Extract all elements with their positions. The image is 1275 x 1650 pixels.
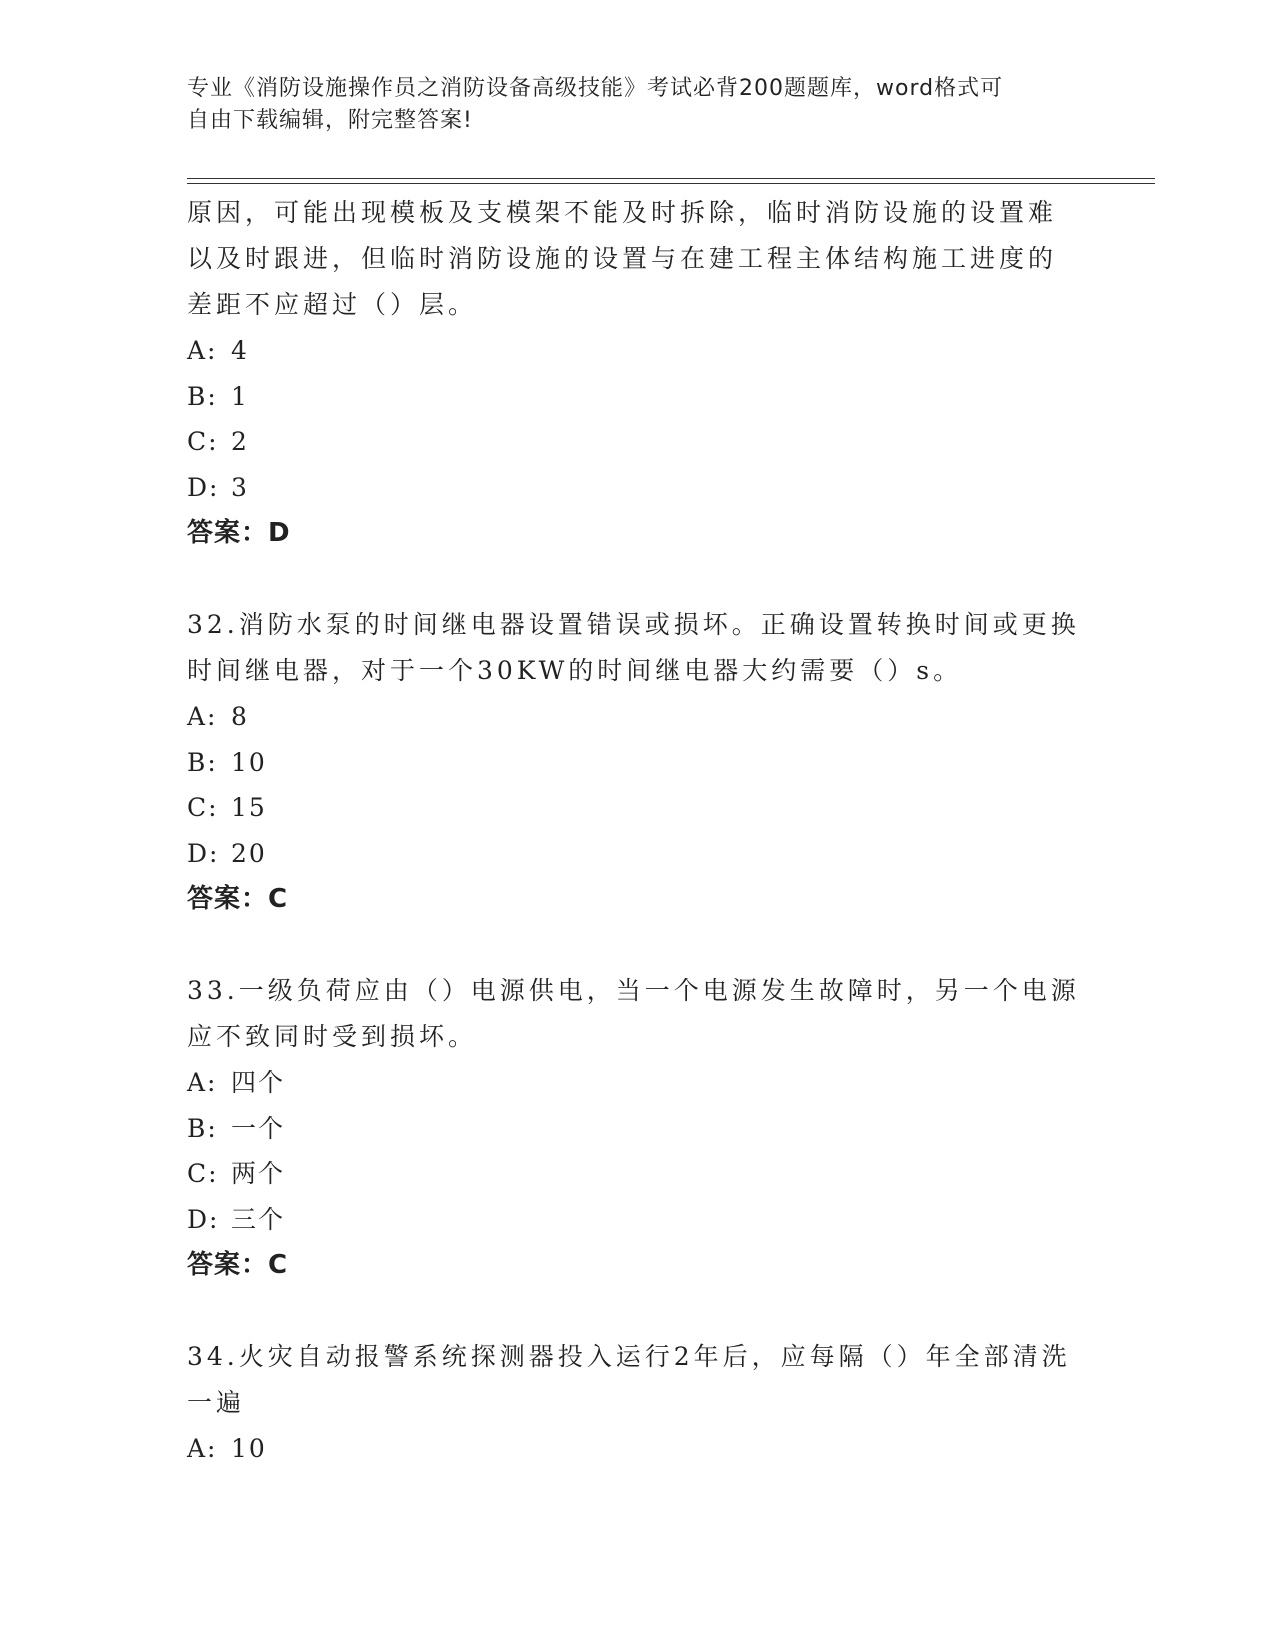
option-label: A: [187,1434,218,1463]
option-a [187,1426,1087,1472]
header-rule-top [187,178,1155,179]
question-list [187,190,1087,1472]
option-value: 一个 [231,1113,286,1143]
option-label: C: [187,427,219,456]
option-label: D: [187,1204,220,1234]
option-label: C: [187,1159,219,1188]
option-label: D: [187,472,220,502]
question-block [187,190,1087,556]
spacer [187,1288,1087,1334]
option-a [187,328,1087,374]
option-d [187,831,1087,877]
question-block [187,1334,1087,1472]
question-block [187,968,1087,1288]
option-value: 四个 [231,1068,286,1097]
option-value: 8 [231,702,249,731]
option-c [187,1151,1087,1197]
option-value: 10 [231,1434,267,1463]
option-label: D: [187,838,220,868]
question-line: 应不致同时受到损坏。 [187,1022,478,1051]
option-value: 15 [231,793,267,822]
option-d [187,465,1087,511]
option-value: 2 [231,427,249,456]
option-label: A: [187,1068,218,1097]
question-line: 32.消防水泵的时间继电器设置错误或损坏。正确设置转换时间或更换 [187,610,1080,639]
header-line-2: 自由下载编辑，附完整答案! [187,108,473,133]
question-text [187,190,1087,328]
option-label: B: [187,381,218,411]
question-text [187,968,1087,1060]
option-a [187,694,1087,740]
option-value: 10 [231,747,267,777]
option-label: A: [187,336,218,365]
option-value: 两个 [231,1159,286,1188]
option-label: A: [187,702,218,731]
question-line: 一遍 [187,1388,246,1417]
question-line: 原因，可能出现模板及支模架不能及时拆除，临时消防设施的设置难 [187,198,1058,227]
spacer [187,556,1087,602]
option-label: C: [187,793,219,822]
question-line: 差距不应超过（）层。 [187,290,478,319]
option-value: 三个 [231,1204,286,1234]
option-label: B: [187,747,218,777]
header-rule-bottom [187,183,1155,184]
question-text [187,1334,1087,1426]
option-value: 1 [231,381,249,411]
option-d [187,1197,1087,1243]
question-text [187,602,1087,694]
option-value: 20 [231,838,267,868]
document-header [187,73,1067,137]
question-block [187,602,1087,922]
question-line: 时间继电器，对于一个30KW的时间继电器大约需要（）s。 [187,656,963,685]
question-line: 以及时跟进，但临时消防设施的设置与在建工程主体结构施工进度的 [187,244,1058,273]
option-a [187,1060,1087,1106]
question-line: 33.一级负荷应由（）电源供电，当一个电源发生故障时，另一个电源 [187,976,1080,1005]
option-c [187,419,1087,465]
answer: 答案：C [187,884,289,914]
answer: 答案：D [187,518,291,548]
option-b [187,1106,1087,1152]
option-value: 3 [231,472,249,502]
spacer [187,922,1087,968]
header-line-1: 专业《消防设施操作员之消防设备高级技能》考试必背200题题库，word格式可 [187,76,1004,101]
option-value: 4 [231,336,249,365]
option-label: B: [187,1113,218,1143]
option-b [187,740,1087,786]
answer: 答案：C [187,1250,289,1280]
option-b [187,374,1087,420]
question-line: 34.火灾自动报警系统探测器投入运行2年后，应每隔（）年全部清洗 [187,1342,1071,1371]
option-c [187,785,1087,831]
